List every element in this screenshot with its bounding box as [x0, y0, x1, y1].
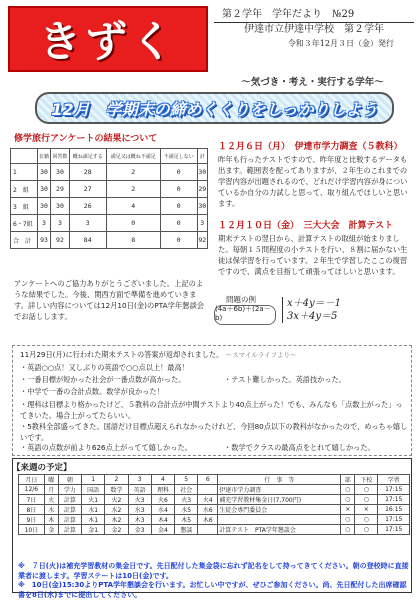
schedule-cell: 16:15	[378, 505, 410, 515]
schedule-cell: 水3	[128, 505, 151, 515]
survey-row-label: 6・7組	[11, 215, 38, 232]
schedule-cell: 数学	[105, 485, 128, 495]
schedule-event: 生徒会専門委員会	[218, 505, 341, 515]
schedule-cell: 17:15	[378, 495, 410, 505]
schedule-cell: 9日	[19, 515, 45, 525]
survey-col-header: 回答数	[51, 149, 70, 164]
monthly-banner	[35, 92, 394, 124]
schedule-cell: 水	[44, 505, 58, 515]
survey-cell: 30	[38, 164, 51, 181]
survey-cell: 28	[69, 164, 106, 181]
comments-intro-text: 11月29日(月)に行われた期末テストの答案が返却されました。	[20, 350, 224, 359]
schedule-row	[19, 495, 410, 505]
schedule-cell: ×	[355, 505, 378, 515]
schedule-cell: 計算	[58, 525, 81, 535]
schedule-row	[19, 485, 410, 495]
issue-line: 第２学年 学年だより №29	[214, 8, 414, 23]
problem-equation-system	[282, 297, 341, 323]
comments-source: ～スマイルライフより～	[225, 351, 297, 359]
schedule-cell: 学力	[58, 485, 81, 495]
survey-header-row	[11, 149, 208, 164]
test1-body: 昨年も行ったテストですので、昨年度と比較するデータも出ます。範囲表を配ってありますが、２年生のこれまでの学習内容が出題されるので、どれだけ学習内容が身についているか自分の力試しと思って、取り組んでほしいと思います。	[218, 155, 408, 208]
schedule-cell: 英語	[128, 485, 151, 495]
schedule-cell: ○	[341, 485, 355, 495]
schedule-col-header: 月日	[19, 475, 45, 485]
survey-cell: 29	[197, 181, 207, 198]
schedule-cell: 理科	[151, 485, 174, 495]
survey-row-label: 1	[11, 164, 38, 181]
schedule-cell: 木5	[175, 515, 198, 525]
date-line: 令和３年12月３日（金）発行	[287, 39, 394, 48]
survey-cell: 30	[38, 198, 51, 215]
schedule-cell: ○	[341, 525, 355, 535]
schedule-cell: ○	[355, 525, 378, 535]
schedule-cell: 金	[44, 525, 58, 535]
survey-cell: 92	[197, 232, 207, 249]
survey-cell: 30	[38, 181, 51, 198]
comment-item: ・英語の点数が前より626点上がってて嬉しかった。	[20, 443, 192, 452]
schedule-note: ※ 10日(金)15:30よりPTA学年懇談会を行います。お忙しい中ですが、ぜひご参加ください。尚、先日配付した出席確認書を8日(水)までに提出してください。	[18, 581, 407, 599]
schedule-cell: 水1	[82, 505, 105, 515]
survey-cell: 30	[197, 198, 207, 215]
schedule-cell: ○	[341, 495, 355, 505]
survey-col-header: 不満足しない	[160, 149, 197, 164]
schedule-cell: 火2	[105, 495, 128, 505]
schedule-cell: ○	[355, 495, 378, 505]
schedule-cell: 計算	[58, 495, 81, 505]
survey-cell: 27	[69, 181, 106, 198]
schedule-cell: 7日	[19, 495, 45, 505]
schedule-cell: 月	[44, 485, 58, 495]
schedule-cell: 金4	[151, 525, 174, 535]
survey-row	[11, 164, 208, 181]
schedule-cell: 木1	[82, 515, 105, 525]
schedule-cell: 水2	[105, 505, 128, 515]
survey-cell: 26	[69, 198, 106, 215]
schedule-cell: ○	[341, 515, 355, 525]
equation-1: x＋4y＝－1	[287, 298, 342, 309]
survey-cell: 0	[160, 164, 197, 181]
schedule-cell: 水6	[198, 505, 218, 515]
survey-col-header: 概ね満足する	[69, 149, 106, 164]
schedule-cell: 木2	[105, 515, 128, 525]
survey-cell: 0	[106, 215, 160, 232]
survey-cell: 30	[197, 164, 207, 181]
problem-expression-text: (4a＋6b)＋(2a－b)	[215, 305, 271, 322]
schedule-cell: 17:15	[378, 515, 410, 525]
grade-motto: ～気づき・考え・実行する学年～	[241, 77, 384, 88]
schedule-cell: 水4	[151, 505, 174, 515]
survey-cell: 3	[51, 215, 70, 232]
schedule-cell: 8日	[19, 505, 45, 515]
schedule-col-header: 2	[105, 475, 128, 485]
survey-cell: 3	[197, 215, 207, 232]
survey-cell: 3	[38, 215, 51, 232]
survey-cell: 30	[51, 164, 70, 181]
survey-cell: 4	[106, 198, 160, 215]
survey-row-label: 3 組	[11, 198, 38, 215]
schedule-table	[18, 474, 410, 535]
schedule-cell: 木6	[198, 515, 218, 525]
schedule-header-row	[19, 475, 410, 485]
survey-cell: 0	[160, 181, 197, 198]
survey-row	[11, 215, 208, 232]
schedule-cell: 10日	[19, 525, 45, 535]
comment-item: ・一番目標が短かった社会が一番点数が高かった。	[20, 375, 186, 384]
test2-title: １２月１０日（金） 三大大会 計算テスト	[218, 221, 394, 231]
schedule-col-header: 下校	[355, 475, 378, 485]
schedule-cell: 社会	[175, 485, 198, 495]
comment-item: ・英語○○点！又しぶりの英語で○○点以上！最高！	[20, 363, 189, 372]
logo-text: きずく	[38, 17, 177, 66]
schedule-note: ※ ７日(火)は補充学習教材の集金日です。先日配付した集金袋に忘れず記名をして持ってきてください。朝の登校時に直接業者に渡します。学習ステートは10日(金)です。	[18, 562, 409, 580]
comment-item: ・数学でクラスの最高点をとれて嬉しかった。	[224, 443, 375, 452]
schedule-cell: 金2	[105, 525, 128, 535]
schedule-cell: 木4	[151, 515, 174, 525]
schedule-cell: 火6	[151, 495, 174, 505]
schedule-title: 【来週の予定】	[12, 463, 72, 473]
problem-label: 問題の例	[226, 295, 256, 304]
survey-cell: 2	[106, 164, 160, 181]
schedule-col-header: 部	[341, 475, 355, 485]
schedule-event	[218, 515, 341, 525]
survey-title: 修学旅行アンケートの結果について	[14, 134, 158, 144]
schedule-cell	[198, 485, 218, 495]
schedule-cell: 火3	[128, 495, 151, 505]
survey-note: アンケートへのご協力ありがとうございました。上記のような結果でした。今後、関西方面で準備を進めていきます。詳しい内容については12月10日(金)のPTA学年懇談会でお話しします。	[14, 279, 205, 321]
comment-item: ・中学で一番の合計点数。数学が良かった！	[20, 387, 164, 396]
survey-cell: 93	[38, 232, 51, 249]
schedule-cell: 計算	[58, 505, 81, 515]
schedule-row	[19, 515, 410, 525]
comment-item: ・5教科全部盛ってきた。国語だけ目標点超えられなかったけれど、今回80点以下の教科がなかったので、めっちゃ嬉しいです。	[20, 422, 408, 442]
schedule-cell: ×	[341, 505, 355, 515]
schedule-col-header: 朝	[58, 475, 81, 485]
schedule-cell	[198, 525, 218, 535]
survey-cell: 92	[51, 232, 70, 249]
schedule-cell: 木	[44, 515, 58, 525]
schedule-col-header: 6	[198, 475, 218, 485]
survey-cell: 8	[106, 232, 160, 249]
schedule-cell: 国語	[82, 485, 105, 495]
schedule-cell: 12/6	[19, 485, 45, 495]
schedule-cell: 17:15	[378, 485, 410, 495]
schedule-cell: 懇談	[175, 525, 198, 535]
survey-row	[11, 232, 208, 249]
schedule-cell: 17:15	[378, 525, 410, 535]
comments-intro	[20, 350, 410, 360]
survey-col-header	[11, 149, 38, 164]
schedule-notes	[18, 562, 412, 600]
survey-row-label: 2 組	[11, 181, 38, 198]
equation-2: 3x＋4y＝5	[287, 311, 338, 322]
schedule-col-header: 1	[82, 475, 105, 485]
survey-row	[11, 198, 208, 215]
survey-col-header: 計	[197, 149, 207, 164]
schedule-row	[19, 525, 410, 535]
survey-cell: 0	[160, 215, 197, 232]
comment-item: ・テスト難しかった。英語技かった。	[224, 375, 346, 384]
survey-cell: 2	[106, 181, 160, 198]
schedule-event: 補充学習教材集金日(7,700円)	[218, 495, 341, 505]
newsletter-logo	[8, 6, 208, 72]
comment-item: ・理科は目標より格かったけど、５教科の合計点が中間テストより40点上がった！でも、みんなも「点数上がった」ってきいた。場合上がってたらいい。	[20, 400, 403, 420]
schedule-cell: 火1	[82, 495, 105, 505]
schedule-event: 伊達市学力調査	[218, 485, 341, 495]
school-line: 伊達市立伊達中学校 第２学年	[244, 24, 384, 35]
test1-title: １２月６日（月） 伊達市学力調査（５教科）	[218, 142, 403, 152]
survey-row	[11, 181, 208, 198]
schedule-cell: 火	[44, 495, 58, 505]
schedule-row	[19, 505, 410, 515]
survey-table	[10, 148, 208, 249]
survey-col-header: 在籍	[38, 149, 51, 164]
schedule-cell: 木3	[128, 515, 151, 525]
newsletter-header	[214, 8, 414, 51]
schedule-cell: 水5	[175, 505, 198, 515]
schedule-cell: ○	[355, 515, 378, 525]
schedule-cell: 火4	[198, 495, 218, 505]
schedule-col-header: 5	[175, 475, 198, 485]
test2-body: 期末テストの翌日から、計算テストの取組が始まりました。毎朝１５問程度の小テストを行い、８割に届かない生徒は保学習を行っています。２年生で学習したここの復習ですので、満点を目指して頑張ってほしいと思います。	[218, 234, 408, 276]
survey-cell: 0	[160, 198, 197, 215]
schedule-cell: 火3	[175, 495, 198, 505]
schedule-cell: 金1	[82, 525, 105, 535]
problem-expression	[214, 305, 276, 325]
survey-cell: 84	[69, 232, 106, 249]
survey-col-header: 満足又は概ね不満足	[106, 149, 160, 164]
banner-text: 12月 学期末の締めくくりをしっかりしよう	[51, 99, 378, 119]
survey-row-label: 合 計	[11, 232, 38, 249]
schedule-col-header: 曜	[44, 475, 58, 485]
schedule-cell: 金3	[128, 525, 151, 535]
schedule-col-header: 行 事 等	[218, 475, 341, 485]
schedule-col-header: 4	[151, 475, 174, 485]
schedule-event: 計算テスト PTA学年懇談会	[218, 525, 341, 535]
survey-cell: 0	[160, 232, 197, 249]
schedule-cell: 計算	[58, 515, 81, 525]
survey-cell: 3	[69, 215, 106, 232]
schedule-col-header: 学習	[378, 475, 410, 485]
schedule-col-header: 3	[128, 475, 151, 485]
schedule-cell: ○	[355, 485, 378, 495]
survey-cell: 29	[51, 181, 70, 198]
survey-cell: 30	[51, 198, 70, 215]
